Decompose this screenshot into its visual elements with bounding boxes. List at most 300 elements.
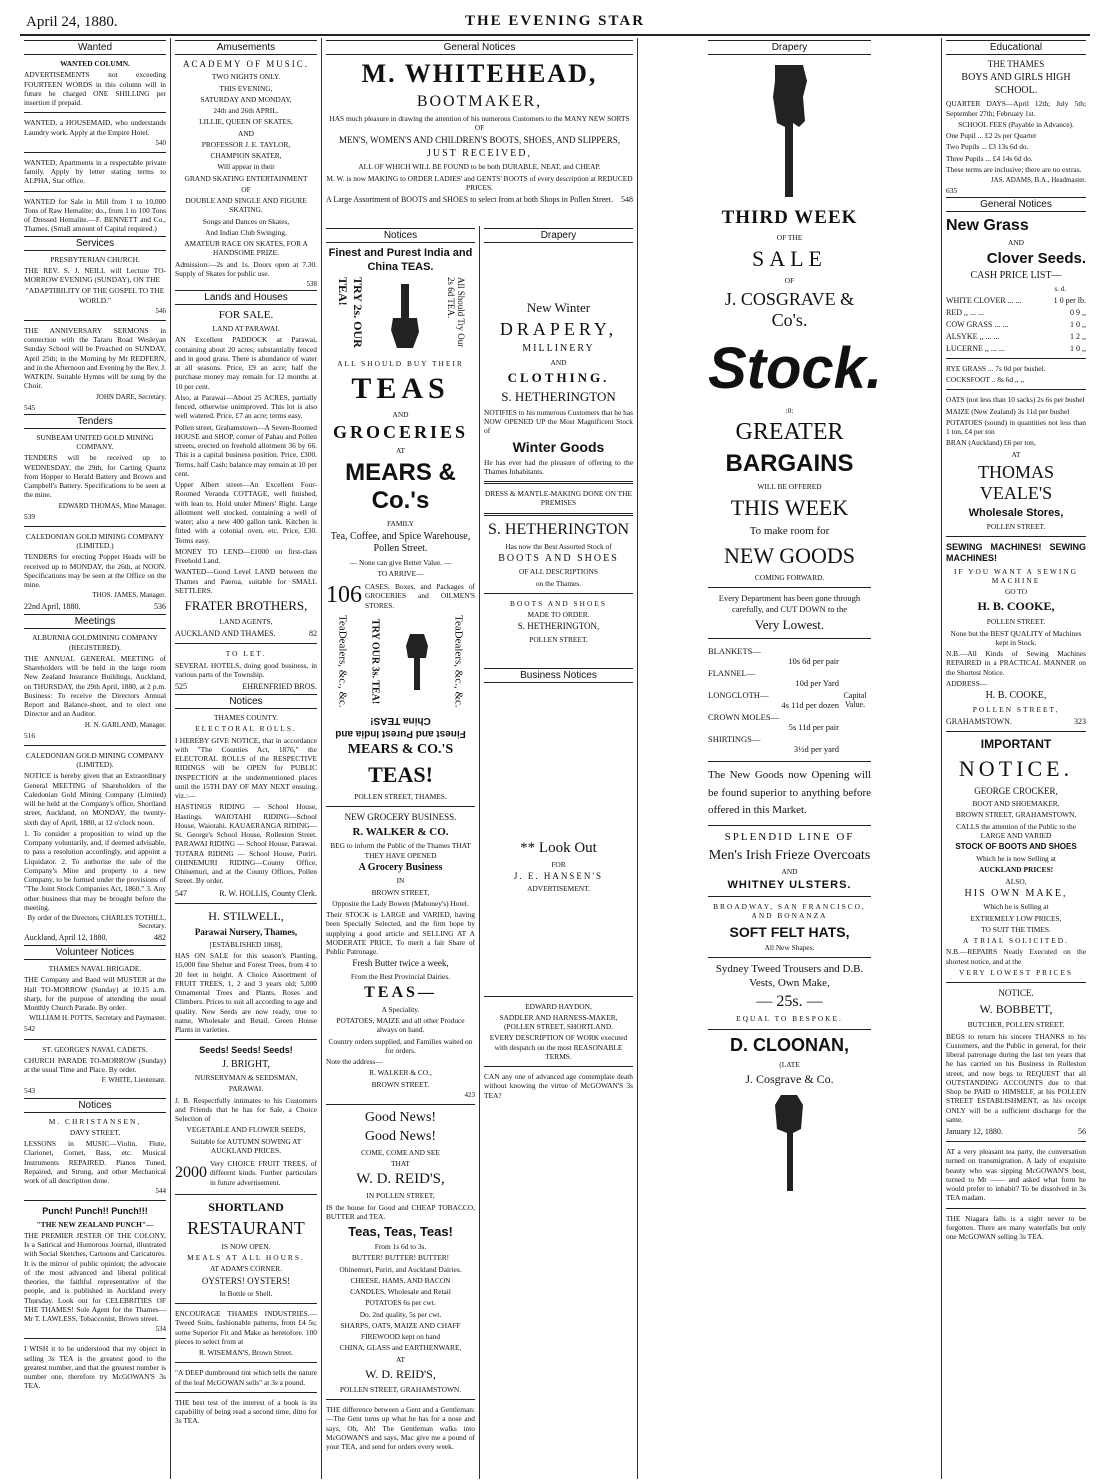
now-selling: Which he is now Selling at [976, 854, 1056, 863]
and-word: AND [781, 866, 798, 876]
academy-line: AND [237, 128, 254, 138]
column-cosgrave [638, 38, 942, 1479]
thames-county-title: THAMES COUNTY. [214, 713, 278, 722]
ad-number: 534 [155, 1325, 166, 1334]
academy-line: DOUBLE AND SINGLE AND FIGURE SKATING. [185, 196, 307, 215]
seed-row [946, 344, 1086, 353]
cases-text: CASES, Boxes, and Packages of GROCERIES and OILMEN'S STORES. [365, 582, 475, 610]
veale-title: THOMAS VEALE'S [977, 461, 1054, 503]
grahamstown: GRAHAMSTOWN. [946, 716, 1012, 726]
bright-2000: 2000 [175, 1163, 207, 1181]
suit-times: TO SUIT THE TIMES. [981, 924, 1051, 934]
christansen-text: LESSONS in MUSIC—Violin, Flute, Clarionet, Cornet, Bass, etc. Musical Instruments REPAIRED. Pianos Tuned, Repaired, and Strung, and other Mechanical work of all description done. [24, 1139, 166, 1185]
whitehead-goods: MEN'S, WOMEN'S AND CHILDREN'S BOOTS, SHOES, AND SLIPPERS, [339, 134, 620, 145]
to-arrive: TO ARRIVE— [377, 568, 424, 578]
auckland-prices: AUCKLAND PRICES! [978, 865, 1054, 875]
number-106: 106 [326, 582, 362, 609]
christansen-address: DAVY STREET, [69, 1127, 121, 1137]
family-word: FAMILY [386, 519, 415, 529]
country-orders: Country orders supplied, and Families waited on for orders. [328, 1036, 473, 1055]
at-word: AT [1011, 449, 1021, 459]
shortland-title: SHORTLAND [208, 1199, 284, 1214]
mcgowan-tea-party: AT a very pleasant tea party, the conversation turned on transmigration. A lady of exquisite beauty who was sipping McGOWAN'S best, turned to Mr —— and asked what form he would prefer to inhabit? To be dissolved in 3s TEA madam. [946, 1147, 1086, 1203]
academy-line: PROFESSOR J. E. TAYLOR, [201, 139, 291, 149]
naval-title: THAMES NAVAL BRIGADE. [48, 964, 142, 973]
ad-hemalite: WANTED for Sale in Mill from 1 to 10,000 Tons of Raw Hemalite; do., from 1 to 100 Tons of Dressed Hemalite.—F. BENNETT and Co., Thames. (Small amount of Capital required.) [24, 196, 166, 234]
selling-at: Which he is Selling at [983, 902, 1049, 912]
high-school-title: BOYS AND GIRLS HIGH SCHOOL. [961, 72, 1071, 96]
section-header-drapery: Drapery [708, 40, 871, 55]
section-header-amusements: Amusements [175, 40, 317, 55]
important: IMPORTANT [980, 736, 1052, 751]
all-new-shapes: All New Shapes. [764, 942, 815, 952]
academy-line: And Indian Club Swinging. [205, 227, 287, 237]
will-be-offered: WILL BE OFFERED [757, 481, 822, 491]
wholesale-stores: Wholesale Stores, [968, 506, 1064, 519]
ad-number: 423 [464, 1090, 475, 1099]
try-3s-tea: TRY OUR 3s. TEA! [369, 619, 381, 705]
address-label: ADDRESS— [946, 678, 988, 688]
to-let-text: SEVERAL HOTELS, doing good business, in various parts of the Township. [175, 660, 317, 679]
ad-apartments: WANTED, Apartments in a respectable private family. Apply by letter stating terms to ALPHA, Star office. [24, 157, 166, 186]
best-dairies: From the Best Provincial Dairies. [350, 971, 451, 981]
whitney-ulsters: WHITNEY ULSTERS. [727, 879, 852, 892]
coming-forward: COMING FORWARD. [754, 572, 825, 582]
bargains-title: BARGAINS [725, 449, 854, 477]
notice-title: NOTICE. [958, 755, 1074, 781]
seed-price: 1 0 ,, [1070, 343, 1086, 353]
hetherington-title-2: S. HETHERINGTON [487, 520, 630, 538]
ad-number: 516 [24, 730, 36, 740]
oysters-line: OYSTERS! OYSTERS! [201, 1275, 291, 1286]
issue-date: April 24, 1880. [26, 14, 118, 30]
tea-coffee-spice: Tea, Coffee, and Spice Warehouse, Pollen Street. [330, 530, 471, 554]
new-grass: New Grass [946, 217, 1029, 235]
price-value: 10s 6d per pair [788, 656, 839, 667]
whitehead-large: A Large Assortment of BOOTS and SHOES to select from at both Shops in Pollen Street. [326, 195, 613, 204]
stilwell-title: H. STILWELL, [208, 908, 284, 923]
extremely-low: EXTREMELY LOW PRICES, [970, 913, 1062, 923]
very-lowest-prices: VERY LOWEST PRICES [958, 967, 1074, 977]
frater-subtitle: LAND AGENTS, [219, 617, 273, 626]
sharps-oats: SHARPS, OATS, MAIZE AND CHAFF [340, 1320, 461, 1330]
whitehead-quality: ALL OF WHICH WILL BE FOUND to be both DURABLE, NEAT, and CHEAP. [358, 162, 601, 172]
anniversary-text: THE ANNIVERSARY SERMONS in connection with the Tararu Road Wesleyan Sunday School will be Preached on SUNDAY, April 25th; in the Morning by Mr REDFERN, and in the Afternoon and Evening by the Rev. J. WATKIN. Suitable Hymns will be sung by the Choir. [24, 325, 166, 391]
grocery-business: A Grocery Business [358, 861, 443, 873]
academy-line: 24th and 26th APRIL. [213, 106, 279, 115]
bright-fruit-trees: Very CHOICE FRUIT TREES, of different kinds. Further particulars in future advertisement. [210, 1159, 317, 1187]
section-header-notices: Notices [326, 228, 475, 243]
land-cottage-text: Upper Albert street—An Excellent Four-Roomed Veranda COTTAGE, well finished, with lean to. Hold under Miners' Right. Large allotment well stocked, containing a well of water; also a new 400 gallon tank. Kitchen is fitted with a colonial oven, etc. Price, £30. Terms easy. [175, 480, 317, 545]
punch-title: "THE NEW ZEALAND PUNCH"— [36, 1219, 154, 1229]
wanted-land: WANTED—Good Level LAND between the Thames and Paeroa, suitable for SMALL SETTLERS. [175, 567, 317, 595]
mcgowan-niagara: THE Niagara falls is a sight never to be forgotten. There are many waterfalls but only one McGOWAN selling 3s TEA. [946, 1213, 1086, 1241]
academy-line: OF [241, 184, 251, 194]
cash-price-list: CASH PRICE LIST— [970, 270, 1062, 282]
sunbeam-title: SUNBEAM UNITED GOLD MINING COMPANY. [36, 432, 154, 451]
hansen-title: J. E. HANSEN'S [513, 871, 604, 881]
price-row [708, 712, 839, 732]
in-pollen-street: IN POLLEN STREET, [366, 1191, 435, 1201]
cooke-address: H. B. COOKE, [985, 690, 1047, 701]
wiseman-address: R. WISEMAN'S, Brown Street. [199, 1348, 293, 1357]
greater-title: GREATER [735, 418, 844, 445]
all-should-try-vertical: All Should Try Our 2s 6d TEA. [445, 276, 466, 347]
seed-row [946, 308, 1086, 317]
if-you-want: IF YOU WANT A SEWING MACHINE [953, 566, 1079, 585]
academy-line: AMATEUR RACE ON SKATES, FOR A HANDSOME PRIZE. [184, 239, 308, 258]
hetherington-title-3: S. HETHERINGTON, [517, 621, 600, 632]
cadets-signature: F. WHITE, Lieutenant. [101, 1076, 166, 1085]
ad-number: 540 [155, 138, 166, 147]
price-row [708, 690, 839, 710]
bobbett-date: January 12, 1880. [946, 1127, 1003, 1136]
stock-title: Stock. [708, 335, 883, 401]
wanted-column-title: WANTED COLUMN. [60, 59, 130, 68]
for-word: FOR [551, 859, 566, 869]
all-should-buy: ALL SHOULD BUY THEIR [337, 358, 464, 368]
walker-title: R. WALKER & CO. [352, 826, 449, 839]
pollen-street-thames: POLLEN STREET, THAMES. [354, 791, 447, 801]
academy-line: THIS EVENING, [219, 83, 273, 93]
punch-text: THE PREMIER JESTER OF THE COLONY, Is a Satirical and Humorous Journal, illustrated with Social Sketches, Cartoons and Caricatures. It is the mirror of public opinion; the advocate of the most advanced and liberal political theories, the faithful representative of the people, and is published in Auckland every Thursday. Look out for CELEBRITIES OF THE THAMES! Sole Agent for the Thames—Mr T. LAWLESS, Tobacconist, Brown street. [24, 1230, 166, 1323]
ad-number: 525 [175, 682, 187, 691]
section-header-drapery: Drapery [484, 228, 633, 243]
soft-felt-hats: SOFT FELT HATS, [729, 923, 850, 940]
this-week: THIS WEEK [730, 495, 849, 520]
presbyterian-title: PRESBYTERIAN CHURCH. [50, 254, 140, 264]
electoral-signature: R. W. HOLLIS, County Clerk. [219, 888, 317, 898]
bottle-or-shell: In Bottle or Shell. [219, 1288, 273, 1298]
adams-corner: AT ADAM'S CORNER. [209, 1264, 283, 1274]
fee-row: Three Pupils ... £4 14s 6d do. [946, 153, 1033, 163]
butcher-address: BUTCHER, POLLEN STREET. [967, 1020, 1065, 1030]
seed-row [946, 332, 1086, 341]
none-but-best: None but the BEST QUALITY of Machines kept in Stock. [950, 628, 1082, 647]
seed-price-list [946, 296, 1086, 353]
bright-subtitle: NURSERYMAN & SEEDSMAN, [194, 1073, 298, 1082]
cadets-title: ST. GEORGE'S NAVAL CADETS. [42, 1044, 148, 1054]
alburnia-signature: H. N. GARLAND, Manager. [84, 720, 166, 729]
caledonian-signature: THOS. JAMES, Manager. [92, 591, 166, 600]
ad-number: 323 [1074, 716, 1086, 726]
crocker-repairs: N.B.—REPAIRS Neatly Executed on the shortest notice, and at the [946, 947, 1086, 966]
caledonian-meeting-items: 1. To consider a proposition to wind up the Company voluntarily, and, if deemed advisable, to pass a resolution accordingly, and appoint a Liquidator. 2. To authorise the sale of the Company's Mine and property to a new Company, to be formed under the provisions of "The Joint Stock Companies Act, 1860." 3. Any other business that may be brought before the meeting. [24, 828, 166, 912]
walker-address: R. WALKER & CO., [369, 1068, 432, 1078]
meals-line: MEALS AT ALL HOURS. [187, 1253, 305, 1262]
finest-teas: Finest and Purest India and China TEAS. [328, 247, 473, 273]
very-lowest: Very Lowest. [754, 617, 825, 633]
rye-grass: RYE GRASS ... 7s 0d per bushel. [946, 363, 1046, 373]
cooke-title: H. B. COOKE, [977, 599, 1055, 614]
cosgrave-title: J. COSGRAVE & Co's. [724, 288, 855, 330]
mears-co-title: MEARS & CO.'S [347, 741, 454, 757]
made-to-order: MADE TO ORDER. [527, 610, 590, 619]
also-word: ALSO, [1005, 876, 1027, 886]
cooke-pollen: POLLEN STREET. [986, 617, 1046, 627]
potatoes-price: POTATOES 6s per cwt. [365, 1298, 436, 1308]
inclusive-terms: These terms are inclusive; there are no extras. [946, 164, 1082, 174]
mcgowan-dumbround: "A DEEP dumbround tint which tells the nature of the leaf McGOWAN sells" at 3s a pound. [175, 1368, 317, 1387]
make-room: To make room for [749, 525, 830, 537]
price-value: 3½d per yard [793, 744, 839, 755]
restaurant-title: RESTAURANT [187, 1217, 305, 1238]
bright-seeds: VEGETABLE AND FLOWER SEEDS, [186, 1125, 306, 1135]
walker-brown-street: BROWN STREET. [371, 1079, 430, 1089]
ad-number: 635 [946, 186, 958, 195]
bright-location: PARAWAI. [228, 1084, 264, 1094]
pointing-hand-icon [402, 632, 432, 692]
new-goods: NEW GOODS [724, 542, 855, 568]
caledonian-meeting-text: NOTICE is hereby given that an Extraordinary General MEETING of Shareholders of the Caledonian Gold Mining Company (Limited) will be held at the Company's office, Shortland street, Auckland, on MONDAY, the twenty-sixth day of April, 1880, at 12 o'clock noon. [24, 771, 166, 827]
whitehead-title: M. WHITEHEAD, [361, 59, 598, 88]
pointing-hand-icon [765, 1093, 815, 1193]
fee-row: Two Pupils ... £3 13s 6d do. [946, 142, 1029, 152]
new-goods-text: The New Goods now Opening will be found superior to anything before offered in this Market. [708, 769, 871, 817]
column-educational [942, 38, 1090, 1479]
cooke-pollen-2: POLLEN STREET, [972, 704, 1060, 714]
candles-line: CANDLES, Wholesale and Retail [350, 1287, 451, 1296]
capital-value: Capital Value. [843, 691, 867, 710]
look-out: ** Look Out [520, 839, 597, 856]
fee-list [946, 131, 1086, 163]
sunbeam-text: TENDERS will be received up to WEDNESDAY, the 29th, for Carting Quartz from Hopper to Herald Battery and Brown and Campbell's Battery. Specifications to be seen at the mine. [24, 453, 166, 500]
tea-dealers-left: TeaDealers, &c., &c. [336, 615, 349, 709]
good-news-1: Good News! [364, 1109, 437, 1125]
china-glass: CHINA, GLASS and EARTHENWARE, [339, 1343, 462, 1353]
teas-speciality-title: TEAS— [364, 983, 437, 1001]
bran-price: BRAN (Auckland) £6 per ton, [946, 438, 1036, 448]
price-25s: — 25s. — [756, 993, 823, 1011]
pollen-street: POLLEN STREET. [529, 634, 588, 644]
hansen-advertisement: ADVERTISEMENT. [527, 884, 590, 894]
caledonian-title: CALEDONIAN GOLD MINING COMPANY (LIMITED.) [25, 531, 165, 550]
column-general-notices-top [322, 38, 638, 250]
crocker-address: BROWN STREET, GRAHAMSTOWN, [955, 810, 1077, 820]
at-word-2: AT [395, 1354, 406, 1364]
encourage-text: ENCOURAGE THAMES INDUSTRIES.—Tweed Suits, fashionable patterns, from £4 5s; some Superior Fit and Make as heretofore. 100 pieces to select from at [175, 1309, 317, 1346]
fee-row: One Pupil ... £2 2s per Quarter [946, 131, 1037, 140]
seed-price: 1 0 ,, [1070, 319, 1086, 329]
winter-goods: Winter Goods [512, 438, 605, 455]
fresh-butter: Fresh Butter twice a week, [352, 958, 449, 969]
oats-price: OATS (not less than 10 sacks) 2s 6s per bushel [946, 395, 1085, 405]
whitehead-making: M. W. is now MAKING to ORDER LADIES' and GENTS' BOOTS of every description at REDUCED PRICES. [326, 173, 633, 192]
seed-row [946, 320, 1086, 329]
go-to: GO TO [1004, 587, 1028, 596]
mcgowan-death: CAN any one of advanced age contemplate death without knowing the virtue of McGOWAN'S 3s TEA? [484, 1072, 633, 1100]
money-to-lend: MONEY TO LEND—£1000 on first-class Freehold Land. [175, 546, 317, 565]
column-notices [322, 226, 480, 1479]
caledonian-meeting-signature: By order of the Directors, CHARLES TOTHILL, Secretary. [27, 914, 166, 930]
cadets-text: CHURCH PARADE TO-MORROW (Sunday) at the usual Time and Place. By order. [24, 1055, 166, 1074]
every-department: Every Department has been gone through carefully, and CUT DOWN to the [718, 593, 861, 614]
firewood: FIREWOOD kept on hand [360, 1332, 441, 1341]
section-header-lands: Lands and Houses [175, 290, 317, 305]
alburnia-text: THE ANNUAL GENERAL MEETING of Shareholders will be held in the large room New Zealand Insurance Buildings, Auckland, on THURSDAY, the 29th April, 1880, at 2 p.m. Business: To receive the Directors Annual Report and Balance-sheet, and to elect one Director and an Auditor. [24, 653, 166, 719]
is-now-open: IS NOW OPEN. [221, 1241, 271, 1251]
finest-teas-inverted: Finest and Purest India and China TEAS! [335, 715, 466, 739]
tea-price-range: From 1s 6d to 3s. [374, 1242, 427, 1251]
brown-street: BROWN STREET, [371, 887, 430, 897]
ohinemuri-dairies: Ohinemuri, Puriri, and Auckland Dairies. [339, 1264, 462, 1274]
section-header-business: Business Notices [484, 668, 633, 683]
caledonian-meeting-title: CALEDONIAN GOLD MINING COMPANY (LIMITED). [25, 750, 165, 769]
bobbett-text: BEGS to return his sincere THANKS to his Customers, and the Public in general, for their liberal patronage during the last ten years that he has carried on his Business in Rolleston street, and now begs to REQUEST that all OUTSTANDING ACCOUNTS due to that Shop be PAID to HIMSELF, at his POLLEN STREET ESTABLISHMENT, as his receipt ONLY will be a sufficient discharge for the same. [946, 1031, 1086, 1124]
on-the-thames: on the Thames. [535, 578, 582, 588]
every-description: EVERY DESCRIPTION OF WORK executed with despatch on the most REASONABLE TERMS. [489, 1033, 628, 1061]
seed-name: COW GRASS ... ... [946, 319, 1009, 329]
naval-text: THE Company and Band will MUSTER at the Hall TO-MORROW (Sunday) at 10.15 a.m. sharp, for the purpose of attending the usual Monthly Church Parade. By order. [24, 975, 166, 1012]
bootmaker-title: BOOTMAKER, [416, 93, 543, 110]
cocksfoot: COCKSFOOT .. 8s 6d ,, ,, [946, 375, 1025, 384]
splendid-line: SPLENDID LINE OF [724, 831, 855, 844]
land-parawai-title: LAND AT PARAWAI. [212, 324, 280, 333]
try-our-tea-vertical: TRY 2s. OUR TEA! [336, 276, 366, 348]
opposite-hotel: Opposite the Lady Bowen (Mahoney's) Hotel. [332, 898, 469, 908]
land-paddock-text: AN Excellent PADDOCK at Parawai, containing about 20 acres; substantially fenced and in good grass. There is abundance of water at all seasons. Price, £9 an acre; half the purchase money may remain for 12 months at 10 per cent. [175, 335, 317, 391]
ad-number: 545 [24, 402, 36, 412]
price-value: 10d per Yard [795, 678, 839, 689]
established: [ESTABLISHED 1868], [209, 939, 283, 949]
section-header-notices: Notices [24, 1098, 166, 1113]
academy-line: CHAMPION SKATER, [210, 151, 282, 160]
seed-name: ALSYKE ,, ... ... [946, 331, 1000, 341]
and-word: AND [392, 409, 409, 419]
calls-attention: CALLS the attention of the Public to the LARGE AND VARIED [955, 821, 1077, 840]
reid-title-2: W. D. REID'S, [365, 1366, 436, 1381]
sydney-tweed: Sydney Tweed Trousers and D.B. Vests, Own Make, [715, 962, 864, 989]
new-winter: New Winter [526, 300, 591, 315]
notice-2: NOTICE. [998, 988, 1034, 998]
potatoes-second: Do. 2nd quality, 5s per cwt. [359, 1309, 442, 1319]
electoral-text: I HEREBY GIVE NOTICE, that in accordance with "The Counties Act, 1876," the ELECTORAL ROLLS of the RESPECTIVE RIDINGS will be OPEN for PUBLIC INSPECTION at the undermentioned places until the 15TH DAY OF MAY NEXT ensuing, viz.:— [175, 735, 317, 800]
ad-number: 56 [1078, 1127, 1086, 1136]
seeds-headline: Seeds! Seeds! Seeds! [199, 1045, 293, 1056]
potatoes-maize: POTATOES, MAIZE and all other Produce always on hand. [336, 1016, 465, 1035]
academy-lines [175, 72, 317, 257]
section-header-wanted: Wanted [24, 40, 166, 55]
at-word: AT [395, 446, 406, 455]
cooke-repairs: N.B.—All Kinds of Sewing Machines REPAIRED in a PRACTICAL MANNER on the Shortest Notice. [946, 649, 1086, 677]
section-header-notices: Notices [175, 694, 317, 709]
hetherington-text: NOTIFIES to his numerous Customers that he has NOW OPENED UP the Most Magnificent Stock of [484, 407, 633, 436]
stilwell-text: HAS ON SALE for this season's Planting, 15,000 fine Shelter and Forest Trees, from 4 to 20 feet in height. A Choice Assortment of FRUIT TREES, 1, 2 and 3 years old; 5,000 Ornamental Trees and Plants, Roses and Climbers. Prices to suit all according to age and quality. New Seeds are now ready, true to name, Wholesale and Retail. Green House Plants in varieties. [175, 951, 317, 1034]
maize-price: MAIZE (New Zealand) 3s 11d per bushel [946, 406, 1070, 416]
clover-seeds: Clover Seeds. [986, 249, 1086, 267]
academy-line: SATURDAY AND MONDAY, [200, 94, 292, 104]
price-row [708, 734, 839, 754]
and-word: AND [1007, 238, 1024, 248]
masthead [20, 10, 1090, 36]
equal-to-bespoke: EQUAL TO BESPOKE. [736, 1014, 843, 1024]
price-item: SHIRTINGS— [708, 734, 761, 745]
drapery-title: DRAPERY, [499, 319, 618, 339]
section-header-general-notices: General Notices [326, 40, 633, 55]
walker-stock: Their STOCK is LARGE and VARIED, having been Specially Selected, and the firm hope by supplying a good article and SELLING AT A MODERATE PRICE, To merit a fair Share of Public Patronage. [326, 910, 475, 956]
school-fees: SCHOOL FEES (Payable in Advance). [958, 119, 1074, 129]
price-item: CROWN MOLES— [708, 712, 780, 723]
ad-number: 538 [306, 280, 317, 288]
reid-text: IS the house for Good and CHEAP TOBACCO, BUTTER and TEA. [326, 1202, 475, 1221]
the-thames: THE THAMES [987, 59, 1045, 69]
seed-name: RED ,, ... ... [946, 307, 984, 317]
column-wanted [20, 38, 171, 1479]
caledonian-meeting-date: Auckland, April 12, 1880. [24, 933, 108, 942]
pointing-hand-icon [383, 282, 427, 352]
boot-shoemaker: BOOT AND SHOEMAKER, [972, 799, 1060, 808]
land-acres-text: Also, at Parawai—About 25 ACRES, partially fenced, otherwise unimproved. This lot is also well watered. Price, £7 an acre; terms easy. [175, 392, 317, 421]
sd-header: s. d. [1054, 284, 1066, 293]
hetherington-text-2: He has ever had the pleasure of offering to the Thames Inhabitants. [484, 457, 633, 476]
teas-exclaim: TEAS! [368, 761, 433, 787]
bobbett-title: W. BOBBETT, [979, 1002, 1053, 1017]
caledonian-text: TENDERS for erecting Poppet Heads will be received up to MONDAY, the 26th, at NOON. Specifications may be seen at the Office on the mine. [24, 552, 166, 589]
caledonian-date: 22nd April, 1880. [24, 602, 81, 612]
parawai-nursery: Parawai Nursery, Thames, [194, 926, 298, 937]
column-amusements [171, 38, 322, 1479]
to-let-signature: EHRENFRIED BROS. [242, 682, 317, 691]
ad-number: 536 [154, 602, 166, 612]
just-received: JUST RECEIVED, [426, 147, 533, 159]
seed-row [946, 296, 1086, 305]
section-header-general-notices: General Notices [946, 197, 1086, 212]
teas-teas-teas: Teas, Teas, Teas! [348, 1224, 453, 1239]
mcgowan-gent: THE difference between a Gent and a Gentleman:—The Gent turns up what he has for a nose and says, Oh, Ah! The Gentleman walks into McGOWAN'S and says, Mac give me a pound of your TEA, and send for orders every week. [326, 1405, 475, 1451]
own-make: HIS OWN MAKE, [964, 887, 1068, 899]
all-descriptions: OF ALL DESCRIPTIONS [519, 567, 598, 577]
reid-location: POLLEN STREET, GRAHAMSTOWN. [339, 1384, 462, 1394]
price-item: FLANNEL— [708, 668, 756, 679]
seed-price: 1 2 ,, [1070, 331, 1086, 341]
sunbeam-signature: EDWARD THOMAS, Mine Manager. [58, 501, 166, 510]
academy-line: GRAND SKATING ENTERTAINMENT [184, 173, 308, 183]
ad-number: 548 [621, 195, 633, 204]
quarter-days: QUARTER DAYS—April 12th; July 5th; September 27th; February 1st. [946, 99, 1086, 118]
headmaster: JAS. ADAMS, B.A., Headmaster. [990, 176, 1086, 184]
reid-title: W. D. REID'S, [356, 1171, 445, 1188]
alburnia-title: ALBURNIA GOLDMINING COMPANY (REGISTERED). [32, 633, 158, 652]
cloonan-title: D. CLOONAN, [730, 1034, 849, 1055]
third-week: THIRD WEEK [721, 207, 858, 228]
pointing-hand-icon [755, 61, 825, 201]
sale-title: SALE [752, 246, 827, 272]
seed-price: 1 0 per lb. [1053, 295, 1086, 305]
bright-text: J. B. Respectfully intimates to his Customers and Friends that he has for Sale, a Choice Selection of [175, 1095, 317, 1123]
late-word: (LATE [779, 1059, 800, 1069]
naval-signature: WILLIAM H. POTTS, Secretary and Paymaster. [29, 1014, 166, 1023]
section-header-tenders: Tenders [24, 414, 166, 429]
of-word: OF [784, 276, 795, 286]
note-address: Note the address— [326, 1057, 383, 1066]
hetherington-stock: Has now the Best Assorted Stock of [505, 541, 612, 551]
ad-number: 539 [24, 511, 36, 521]
good-news-2: Good News! [364, 1128, 437, 1144]
column-drapery-business [480, 226, 638, 1479]
saddler-text: SADDLER AND HARNESS-MAKER, (POLLEN STREET, SHORTLAND. [499, 1012, 618, 1031]
to-let-title: TO LET. [225, 649, 267, 659]
irish-overcoats: Men's Irish Frieze Overcoats [708, 847, 871, 863]
seed-name: LUCERNE ,, ... ... [946, 343, 1005, 353]
section-header-meetings: Meetings [24, 614, 166, 629]
in-word: IN [396, 876, 405, 886]
ad-number: 544 [155, 1187, 166, 1196]
and-word: AND [550, 357, 567, 367]
boots-and-shoes: BOOTS AND SHOES [498, 552, 619, 564]
hetherington-title: S. HETHERINGTON [501, 388, 616, 404]
ad-number: 543 [24, 1086, 36, 1096]
potatoes-price: POTATOES (sound) in quantities not less than 1 ton, £4 per ton [946, 417, 1086, 436]
